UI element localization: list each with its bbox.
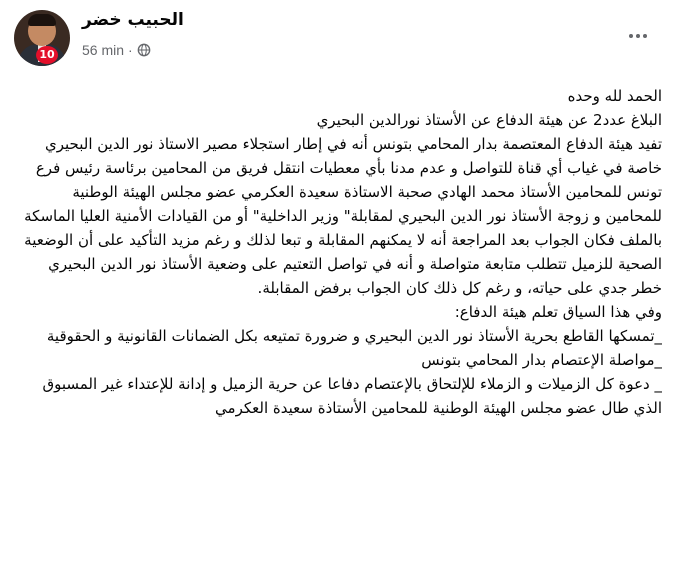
post-time[interactable]: 56 min <box>82 42 125 58</box>
post-list-item: _تمسكها القاطع بحرية الأستاذ نور الدين البحيري و ضرورة تمتيعه بكل الضمانات القانونية و الحقوقية <box>46 327 662 345</box>
more-dot <box>629 34 633 38</box>
post-body <box>14 84 662 554</box>
author-avatar[interactable] <box>14 10 70 66</box>
post-line: البلاغ عدد2 عن هيئة الدفاع عن الأستاذ نورالدين البحيري <box>316 111 662 129</box>
author-name[interactable]: الحبيب خضر <box>82 10 184 30</box>
avatar-hair <box>28 14 56 26</box>
avatar-badge: 10 <box>36 46 58 64</box>
post-list-item: _ دعوة كل الزميلات و الزملاء للإلتحاق بالإعتصام دفاعا عن حرية الزميل و إدانة للإعتداء غير المسبوق الذي طال عضو مجلس الهيئة الوطنية للمحامين الأستاذة سعيدة العكرمي <box>42 375 662 417</box>
post-line: وفي هذا السياق تعلم هيئة الدفاع: <box>454 303 662 321</box>
more-dot <box>643 34 647 38</box>
meta-separator: · <box>128 42 133 58</box>
more-options-icon[interactable] <box>626 26 650 46</box>
post-line: الحمد لله وحده <box>567 87 662 105</box>
globe-icon <box>137 43 151 57</box>
post-meta <box>82 42 151 58</box>
post-paragraph: تفيد هيئة الدفاع المعتصمة بدار المحامي بتونس أنه في إطار استجلاء مصير الاستاذ نور الدين البحيري خاصة في غياب أي قناة للتواصل و عدم مدنا بأي معطيات انتقل فريق من المحامين برئاسة رئيس فرع تونس للمحامين الأستاذ محمد الهادي صحبة الاستاذة سعيدة العكرمي عضو مجلس الهيئة الوطنية للمحامين و زوجة الأستاذ نور الدين البحيري لمقابلة" وزير الداخلية" أو من القيادات الأمنية العليا الماسكة بالملف فكان الجواب بعد المراجعة أنه لا يمكنهم المقابلة و تبعا لذلك و رغم مزيد التأكيد على أن الوضعية الصحية للزميل تتطلب متابعة متواصلة و أنه في تواصل التعتيم على وضعية الأستاذ نور الدين البحيري خطر جدي على حياته، و رغم كل ذلك كان الجواب برفض المقابلة. <box>24 135 662 297</box>
post-header <box>0 0 675 80</box>
more-dot <box>636 34 640 38</box>
post-list-item: _مواصلة الإعتصام بدار المحامي بتونس <box>421 351 662 369</box>
